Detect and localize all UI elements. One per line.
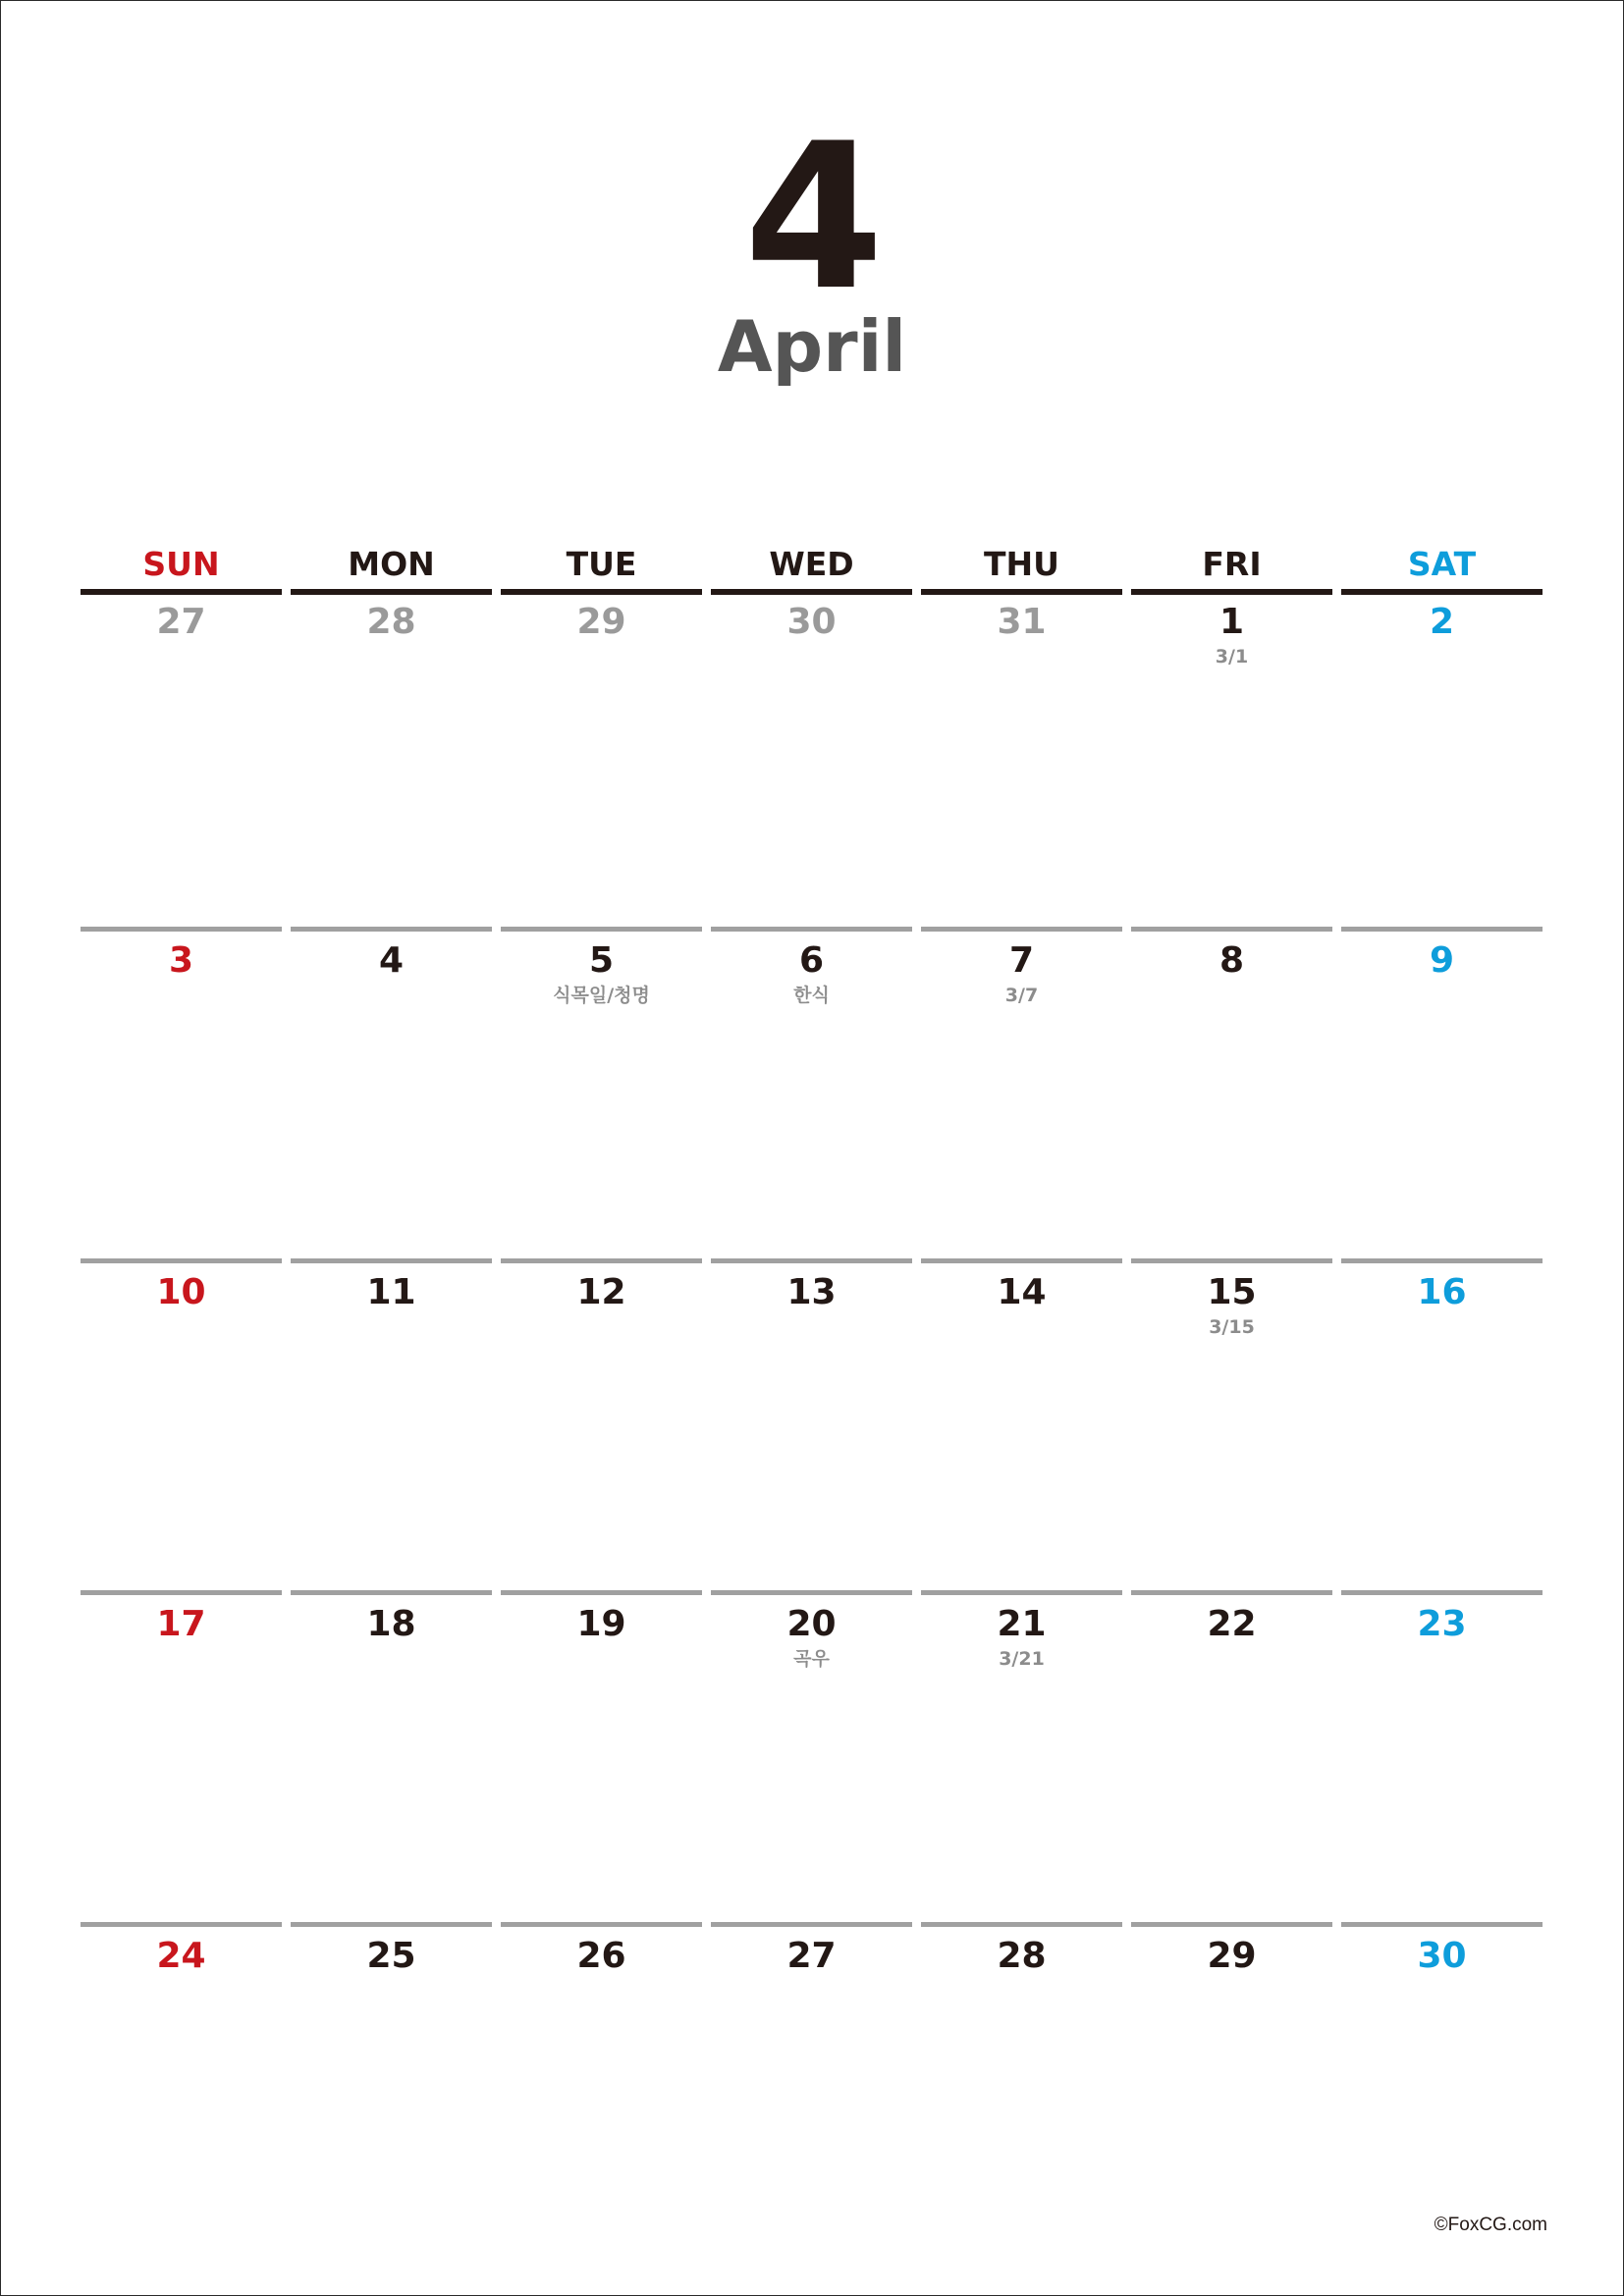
day-number: 4 [378, 940, 405, 981]
day-cell[interactable] [81, 1922, 282, 2254]
day-number: 30 [786, 602, 837, 642]
day-cell[interactable] [921, 595, 1122, 927]
day-cell[interactable] [921, 1590, 1122, 1922]
day-cell[interactable] [1341, 1590, 1543, 1922]
day-cell[interactable] [81, 595, 282, 927]
day-cell[interactable] [501, 1590, 702, 1922]
month-name: April [717, 305, 907, 388]
day-number: 26 [576, 1936, 626, 1976]
weekday-tue: TUE [501, 540, 702, 595]
day-number: 8 [1218, 940, 1245, 981]
day-cell[interactable] [711, 595, 912, 927]
day-number: 1 [1218, 602, 1245, 642]
day-number: 31 [997, 602, 1047, 642]
day-cell[interactable] [1131, 1922, 1332, 2254]
day-number: 23 [1417, 1604, 1467, 1644]
holiday-note: 한식 [793, 985, 830, 1006]
day-cell[interactable] [501, 927, 702, 1258]
day-cell[interactable] [1131, 1590, 1332, 1922]
lunar-date-note: 3/7 [1004, 985, 1039, 1006]
week-row-5 [81, 1922, 1543, 2254]
weekday-thu: THU [921, 540, 1122, 595]
day-number: 29 [1207, 1936, 1257, 1976]
day-number: 10 [156, 1272, 206, 1312]
day-cell[interactable] [501, 1922, 702, 2254]
day-cell[interactable] [81, 1590, 282, 1922]
day-cell[interactable] [921, 1922, 1122, 2254]
weekday-wed: WED [711, 540, 912, 595]
weekday-sun: SUN [81, 540, 282, 595]
lunar-date-note: 3/15 [1209, 1316, 1255, 1338]
day-cell[interactable] [921, 927, 1122, 1258]
day-number: 16 [1417, 1272, 1467, 1312]
day-number: 15 [1207, 1272, 1257, 1312]
calendar-grid [81, 540, 1543, 2254]
day-cell[interactable] [291, 1922, 492, 2254]
day-number: 27 [156, 602, 206, 642]
day-cell[interactable] [501, 1258, 702, 1590]
holiday-note: 곡우 [793, 1648, 830, 1670]
day-number: 3 [168, 940, 194, 981]
day-number: 21 [997, 1604, 1047, 1644]
week-row-3 [81, 1258, 1543, 1590]
weekday-sat: SAT [1341, 540, 1543, 595]
day-number: 19 [576, 1604, 626, 1644]
copyright-text: ©FoxCG.com [1434, 2215, 1547, 2235]
day-cell[interactable] [291, 595, 492, 927]
day-cell[interactable] [711, 1258, 912, 1590]
day-cell[interactable] [711, 927, 912, 1258]
day-number: 22 [1207, 1604, 1257, 1644]
day-number: 5 [588, 940, 615, 981]
day-cell[interactable] [711, 1590, 912, 1922]
day-number: 11 [366, 1272, 416, 1312]
day-cell[interactable] [1341, 927, 1543, 1258]
day-number: 28 [997, 1936, 1047, 1976]
day-number: 30 [1417, 1936, 1467, 1976]
lunar-date-note: 3/21 [999, 1648, 1045, 1670]
day-number: 24 [156, 1936, 206, 1976]
week-row-4 [81, 1590, 1543, 1922]
day-cell[interactable] [291, 1258, 492, 1590]
day-number: 2 [1429, 602, 1455, 642]
day-cell[interactable] [1131, 927, 1332, 1258]
day-cell[interactable] [711, 1922, 912, 2254]
day-cell[interactable] [291, 1590, 492, 1922]
day-number: 20 [786, 1604, 837, 1644]
weekday-fri: FRI [1131, 540, 1332, 595]
day-number: 28 [366, 602, 416, 642]
day-cell[interactable] [1341, 1258, 1543, 1590]
holiday-note: 식목일/청명 [553, 985, 650, 1006]
day-cell[interactable] [1341, 1922, 1543, 2254]
weekday-mon: MON [291, 540, 492, 595]
lunar-date-note: 3/1 [1215, 646, 1249, 667]
day-cell[interactable] [501, 595, 702, 927]
weekday-header-row [81, 540, 1543, 595]
day-number: 7 [1008, 940, 1035, 981]
day-cell[interactable] [291, 927, 492, 1258]
day-number: 9 [1429, 940, 1455, 981]
day-cell[interactable] [1131, 1258, 1332, 1590]
day-number: 17 [156, 1604, 206, 1644]
month-number: 4 [743, 101, 881, 335]
day-cell[interactable] [921, 1258, 1122, 1590]
day-number: 12 [576, 1272, 626, 1312]
day-number: 25 [366, 1936, 416, 1976]
day-cell[interactable] [1131, 595, 1332, 927]
day-number: 18 [366, 1604, 416, 1644]
day-number: 29 [576, 602, 626, 642]
week-row-2 [81, 927, 1543, 1258]
day-cell[interactable] [81, 1258, 282, 1590]
day-cell[interactable] [81, 927, 282, 1258]
day-number: 13 [786, 1272, 837, 1312]
day-number: 27 [786, 1936, 837, 1976]
week-row-1 [81, 595, 1543, 927]
day-number: 14 [997, 1272, 1047, 1312]
day-number: 6 [798, 940, 825, 981]
day-cell[interactable] [1341, 595, 1543, 927]
